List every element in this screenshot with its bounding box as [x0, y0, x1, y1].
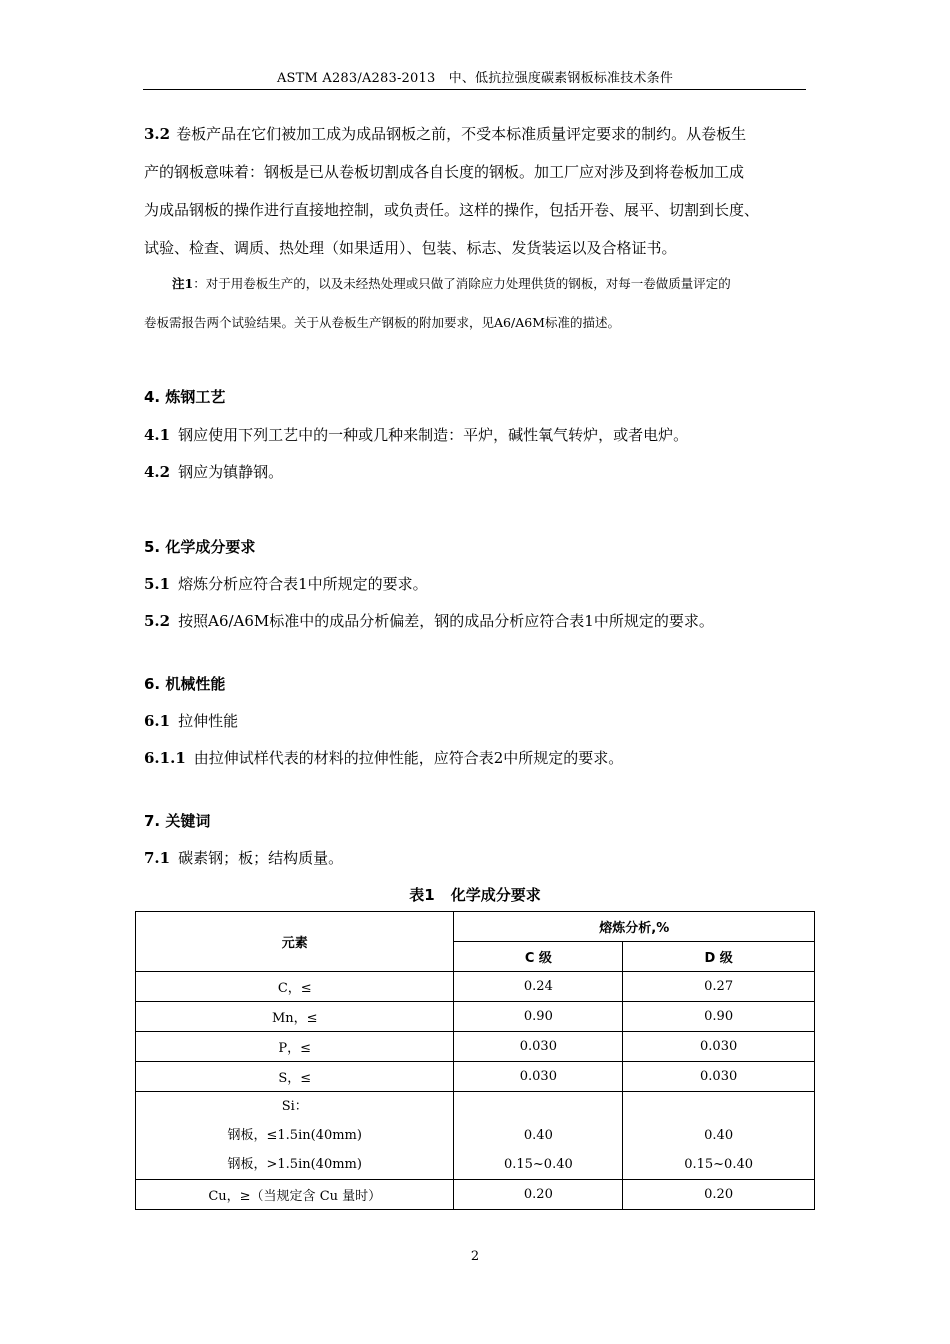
section-7-1 [144, 847, 343, 868]
element-cell: Mn，≤ [136, 1002, 454, 1032]
section-3-2-text-1: 卷板产品在它们被加工成为成品钢板之前，不受本标准质量评定要求的制约。从卷板生 [176, 125, 747, 143]
section-5-2-number: 5.2 [144, 612, 171, 630]
note-1-line-2: 卷板需报告两个试验结果。关于从卷板生产钢板的附加要求，见A6/A6M标准的描述。 [144, 315, 620, 330]
note-1-text-1: ：对于用卷板生产的，以及未经热处理或只做了消除应力处理供货的钢板，对每一卷做质量评定的 [193, 276, 731, 291]
grade-c-cell: 0.90 [454, 1002, 623, 1032]
table-row [136, 972, 815, 1002]
section-4-2-text: 钢应为镇静钢。 [178, 463, 284, 481]
section-5-2 [144, 610, 714, 631]
section-6-1-number: 6.1 [144, 712, 171, 730]
grade-c-cell: 0.030 [454, 1062, 623, 1092]
table-1-title-number: 表1 [409, 886, 435, 904]
section-4-2 [144, 461, 283, 482]
chemical-composition-table [135, 911, 815, 1210]
si-sub-1: 钢板，≤1.5in(40mm) [227, 1128, 362, 1143]
grade-d-cell: 0.20 [623, 1180, 815, 1210]
header-grade-d: D 级 [623, 942, 815, 972]
section-3-2-line-2: 产的钢板意味着：钢板是已从卷板切割成各自长度的钢板。加工厂应对涉及到将卷板加工成 [144, 163, 745, 181]
grade-d-cell: 0.030 [623, 1062, 815, 1092]
element-cell-si [136, 1092, 454, 1180]
si-c-2: 0.15~0.40 [503, 1157, 573, 1172]
section-3-2-line-3: 为成品钢板的操作进行直接地控制，或负责任。这样的操作，包括开卷、展平、切割到长度、 [144, 201, 760, 219]
table-row [136, 1062, 815, 1092]
si-d-2: 0.15~0.40 [684, 1157, 754, 1172]
section-6-heading: 6. 机械性能 [144, 675, 226, 693]
section-4-1-number: 4.1 [144, 426, 171, 444]
element-cell: C，≤ [136, 972, 454, 1002]
si-c-1: 0.40 [523, 1128, 553, 1143]
table-row [136, 1180, 815, 1210]
section-6-1-1 [144, 747, 623, 768]
section-7-1-number: 7.1 [144, 849, 171, 867]
section-7-1-text: 碳素钢；板；结构质量。 [178, 849, 344, 867]
section-6-1-text: 拉伸性能 [178, 712, 239, 730]
section-6-1-1-text: 由拉伸试样代表的材料的拉伸性能，应符合表2中所规定的要求。 [193, 749, 624, 767]
header-element: 元素 [136, 912, 454, 972]
section-6-1 [144, 710, 238, 731]
section-3-2-line-1 [144, 123, 746, 144]
header-rule [143, 89, 806, 90]
grade-c-cell: 0.030 [454, 1032, 623, 1062]
grade-d-cell: 0.030 [623, 1032, 815, 1062]
grade-c-cell: 0.24 [454, 972, 623, 1002]
section-4-1-text: 钢应使用下列工艺中的一种或几种来制造：平炉，碱性氧气转炉，或者电炉。 [178, 426, 689, 444]
table-1-title [0, 884, 950, 905]
section-6-1-1-number: 6.1.1 [144, 749, 186, 767]
grade-d-cell: 0.90 [623, 1002, 815, 1032]
grade-d-cell: 0.27 [623, 972, 815, 1002]
section-5-1 [144, 573, 428, 594]
page-header-title: ASTM A283/A283-2013 中、低抗拉强度碳素钢板标准技术条件 [276, 71, 674, 86]
element-cell: P，≤ [136, 1032, 454, 1062]
table-row [136, 1032, 815, 1062]
si-sub-2: 钢板，>1.5in(40mm) [227, 1157, 362, 1172]
grade-c-cell-si [454, 1092, 623, 1180]
section-5-heading: 5. 化学成分要求 [144, 538, 256, 556]
section-4-1 [144, 424, 688, 445]
table-1-title-text: 化学成分要求 [450, 886, 541, 904]
si-d-1: 0.40 [704, 1128, 734, 1143]
grade-d-cell-si [623, 1092, 815, 1180]
grade-c-cell: 0.20 [454, 1180, 623, 1210]
element-cell: S，≤ [136, 1062, 454, 1092]
header-heat-analysis: 熔炼分析,% [454, 912, 815, 942]
section-4-heading: 4. 炼钢工艺 [144, 388, 226, 406]
section-5-1-text: 熔炼分析应符合表1中所规定的要求。 [178, 575, 428, 593]
page-number: 2 [470, 1249, 480, 1264]
table-row-si [136, 1092, 815, 1180]
section-3-2-line-4: 试验、检查、调质、热处理（如果适用）、包装、标志、发货装运以及合格证书。 [144, 239, 677, 257]
table-row [136, 1002, 815, 1032]
element-cell: Cu，≥（当规定含 Cu 量时） [136, 1180, 454, 1210]
section-7-heading: 7. 关键词 [144, 812, 211, 830]
note-1-line-1 [172, 274, 731, 292]
header-grade-c: C 级 [454, 942, 623, 972]
section-3-2-number: 3.2 [144, 125, 171, 143]
si-label: Si： [281, 1099, 308, 1114]
note-1-label: 注1 [172, 276, 194, 291]
section-5-1-number: 5.1 [144, 575, 171, 593]
section-5-2-text: 按照A6/A6M标准中的成品分析偏差，钢的成品分析应符合表1中所规定的要求。 [178, 612, 714, 630]
section-4-2-number: 4.2 [144, 463, 171, 481]
